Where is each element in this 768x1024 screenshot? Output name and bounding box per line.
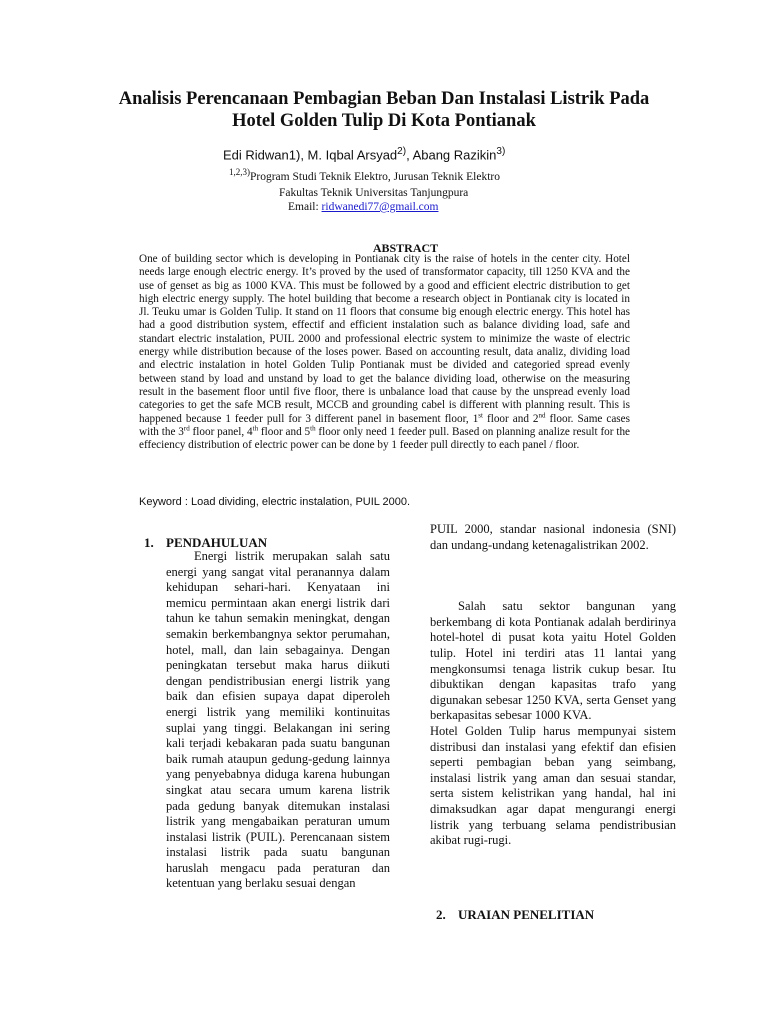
title-line-1: Analisis Perencanaan Pembagian Beban Dan Instalasi Listrik Pada — [118, 89, 650, 109]
paragraph-gap — [430, 553, 676, 599]
abstract-part: One of building sector which is developing in Pontianak city is the raise of hotels in the center city. Hotel needs large enough electric energy. It’s proved by the used of transformator capacity, till 1250 KVA and the use of genset as big as 1000 KVA. This must be followed by a good and efficient electric distribution to get high electric energy supply. The hotel building that become a research object in Pontianak city is located in Jl. Teuku umar is Golden Tulip. It stand on 11 floors that consume big enough electric energy. This hotel has had a good distribution system, effectif and efficient instalation such as balance dividing load, safe and standart electric instalation, PUIL 2000 and professional electric system to minimize the waste of electric energy while distribution because of the loses power. Based on accounting result, data analiz, dividing load and electric instalation in hotel Golden Tulip Pontianak must be divided and categoried spread evenly between stand by load and unstand by load to get the balance dividing load, otherwise on the measuring result in the basement floor until five floor, there is unbalance load that cause by the unspread evenly load categories to get the safe MCB result, MCCB and grounding cabel is different with planning result. This is happened because 1 feeder pull for 3 different panel in basement floor, 1 — [139, 253, 630, 425]
ordinal-sup: rd — [183, 424, 190, 433]
ordinal-sup: nd — [538, 410, 546, 419]
affiliation-mark: 1,2,3) — [229, 167, 250, 177]
affiliation-email — [288, 201, 768, 213]
abstract-part: floor and 5 — [258, 425, 311, 438]
section-1-paragraph: Energi listrik merupakan salah satu energi yang sangat vital peranannya dalam kehidupan sehari-hari. Kenyataan ini memicu permintaan akan energi listrik dari tahun ke tahun semakin meningkat, dengan semakin berkembangnya sektor perumahan, hotel, mall, dan lain sebagainya. Dengan peningkatan tersebut maka harus diikuti dengan pendistribusian energi listrik yang baik dan efisien supaya dapat diperoleh energi listrik yang memiliki kontinuitas suplai yang tinggi. Belakangan ini sering kali terjadi kebakaran pada suatu bangunan baik rumah ataupun gedung-gedung lainnya yang penyebabnya diduga karena hubungan singkat atau secara umum karena listrik pada gedung banyak ditemukan instalasi listrik yang mengabaikan peraturan umum instalasi listrik (PUIL). Perencanaan sistem instalasi listrik pada suatu bangunan haruslah mengacu pada peraturan dan ketentuan yang berlaku sesuai dengan — [166, 549, 390, 891]
abstract-part: floor panel, 4 — [189, 425, 253, 438]
author-list — [223, 146, 643, 162]
author-3: , Abang Razikin — [406, 147, 497, 163]
section-1-number: 1. — [144, 535, 154, 550]
ordinal-sup: th — [252, 424, 259, 433]
author-3-mark: 3) — [496, 146, 506, 157]
section-1-title: PENDAHULUAN — [166, 535, 268, 550]
author-2-mark: 2) — [397, 146, 407, 157]
section-2-heading — [436, 907, 594, 923]
affiliation-program-text: Program Studi Teknik Elektro, Jurusan Teknik Elektro — [250, 170, 500, 183]
left-column — [166, 549, 390, 892]
email-link[interactable]: ridwanedi77@gmail.com — [321, 201, 439, 213]
affiliation-program — [229, 167, 768, 183]
section-2-number: 2. — [436, 907, 446, 922]
keywords: Keyword : Load dividing, electric instalation, PUIL 2000. — [139, 496, 411, 508]
right-column — [430, 522, 676, 849]
title-line-2: Hotel Golden Tulip Di Kota Pontianak — [232, 111, 536, 131]
abstract-heading: ABSTRACT — [372, 241, 439, 255]
abstract-part: floor. Same cases with the 3 — [139, 412, 630, 438]
abstract-part: floor only need 1 feeder pull. Based on planning analize result for the effeciency distribution of electric power can be done by 1 feeder pull directly to each panel / floor. — [139, 425, 631, 452]
abstract-text — [139, 253, 630, 452]
abstract-part: floor and 2 — [482, 412, 539, 425]
right-paragraph-3: Hotel Golden Tulip harus mempunyai sistem distribusi dan instalasi yang efektif dan efisien seperti pembagian beban yang seimbang, instalasi listrik yang aman dan sesuai standar, serta sistem kelistrikan yang handal, hal ini dimaksudkan agar dapat mengurangi energi listrik yang terbuang selama pendistribusian akibat rugi-rugi. — [430, 723, 676, 848]
author-2: , M. Iqbal Arsyad — [300, 147, 398, 163]
ordinal-sup: th — [310, 424, 316, 433]
right-paragraph-1: PUIL 2000, standar nasional indonesia (SNI) dan undang-undang ketenagalistrikan 2002. — [430, 522, 676, 552]
affiliation-faculty: Fakultas Teknik Universitas Tanjungpura — [279, 187, 469, 199]
section-2-title: URAIAN PENELITIAN — [458, 907, 595, 922]
email-label: Email: — [288, 201, 322, 213]
right-paragraph-2: Salah satu sektor bangunan yang berkembang di kota Pontianak adalah berdirinya hotel-hotel di pusat kota yaitu Hotel Golden tulip. Hotel ini terdiri atas 11 lantai yang mengkonsumsi tenaga listrik cukup besar. Itu dibuktikan dengan kapasitas trafo yang digunakan sebesar 1250 KVA, serta Genset yang berkapasitas sebesar 1000 KVA. — [430, 599, 676, 723]
paper-title — [60, 88, 708, 132]
ordinal-sup: st — [478, 410, 483, 419]
author-1: Edi Ridwan1) — [223, 147, 301, 163]
